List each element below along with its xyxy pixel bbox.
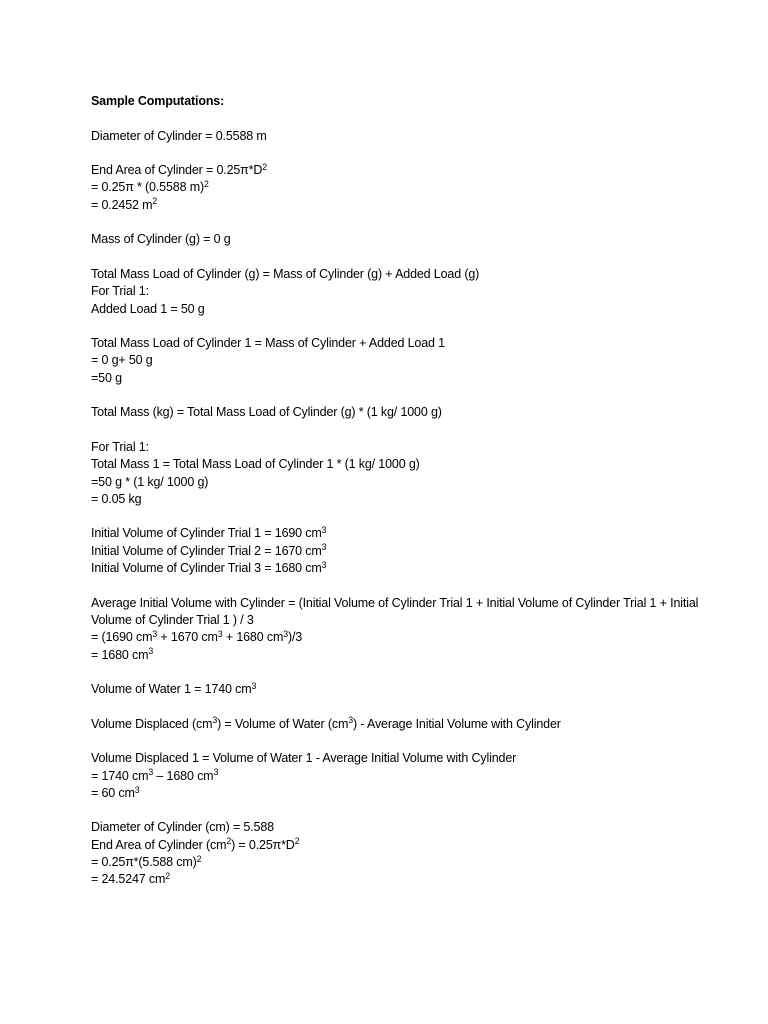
superscript: 3: [212, 715, 218, 726]
superscript: 2: [196, 853, 202, 864]
superscript: 2: [294, 836, 300, 847]
superscript: 2: [226, 836, 232, 847]
computation-line: Diameter of Cylinder (cm) = 5.588: [91, 820, 274, 835]
document-body: [91, 93, 701, 889]
computation-paragraph: [91, 404, 701, 421]
computation-line: = 0.25π*(5.588 cm)$^2$: [91, 853, 202, 870]
computation-line: = 0.2452 $m^2$: [91, 196, 158, 212]
superscript: 3: [321, 525, 327, 536]
computation-paragraph: [91, 819, 701, 888]
computation-line: Diameter of Cylinder = 0.5588 m: [91, 128, 267, 143]
computation-line: Initial Volume of Cylinder Trial 1 = 1690 $cm^3$: [91, 525, 327, 541]
computation-line: = 0 g+ 50 g: [91, 353, 153, 368]
computation-line: = 1680 $cm^3$: [91, 646, 154, 662]
computation-line: Added Load 1 = 50 g: [91, 301, 205, 316]
computation-line: = 0.25π * (0.5588 m)$^2$: [91, 179, 209, 195]
superscript: 3: [348, 715, 353, 726]
superscript: 3: [134, 784, 140, 795]
superscript: 3: [213, 767, 219, 778]
computation-line: End Area of Cylinder $(cm^2) = 0.25\pi*D^2$: [91, 836, 300, 852]
computation-line: Initial Volume of Cylinder Trial 2 = 1670 $cm^3$: [91, 542, 327, 558]
computation-line: Initial Volume of Cylinder Trial 3 = 1680 $cm^3$: [91, 559, 327, 576]
computation-line: Mass of Cylinder (g) = 0 g: [91, 232, 231, 247]
superscript: 2: [165, 870, 171, 881]
superscript: 3: [251, 680, 257, 691]
computation-line: Total Mass Load of Cylinder (g) = Mass of Cylinder (g) + Added Load (g): [91, 266, 480, 281]
computations-heading-block: [91, 93, 701, 110]
superscript: 3: [152, 628, 158, 639]
computation-paragraph: [91, 595, 701, 664]
computation-paragraph: [91, 162, 701, 214]
computation-line: Volume of Water 1 = 1740 $cm^3$: [91, 680, 257, 697]
computation-line: For Trial 1:: [91, 284, 149, 299]
computation-line: Total Mass (kg) = Total Mass Load of Cylinder (g) * (1 kg/ 1000 g): [91, 405, 442, 420]
computation-line: Total Mass Load of Cylinder 1 = Mass of Cylinder + Added Load 1: [91, 336, 445, 351]
superscript: 2: [203, 179, 209, 190]
computation-paragraph: [91, 439, 701, 508]
computation-paragraph: [91, 525, 701, 577]
superscript: 3: [283, 628, 288, 639]
computation-line: = 60 $cm^3$: [91, 784, 140, 800]
computation-paragraph: [91, 681, 701, 698]
superscript: 2: [152, 196, 158, 207]
superscript: 3: [321, 559, 327, 570]
computation-paragraph: [91, 128, 701, 145]
computation-paragraph: [91, 750, 701, 802]
computation-line: =50 g: [91, 370, 122, 385]
computation-paragraph: [91, 716, 701, 733]
superscript: 3: [148, 646, 154, 657]
computation-line: = 0.05 kg: [91, 491, 142, 506]
computation-line: For Trial 1:: [91, 439, 149, 454]
computation-line: = 1740 $cm^3 - 1680$ $cm^3$: [91, 767, 219, 783]
computation-line: = (1690 $cm^3 + 1670$ $cm^3 + 1680$ $cm^3)/3$: [91, 628, 303, 645]
computation-line: Total Mass 1 = Total Mass Load of Cylinder 1 * (1 kg/ 1000 g): [91, 457, 420, 472]
computation-line: = 24.5247 $cm^2$: [91, 870, 171, 887]
superscript: 2: [262, 161, 267, 172]
computation-paragraph: [91, 335, 701, 387]
computation-line: Volume Displaced 1 = Volume of Water 1 - Average Initial Volume with Cylinder: [91, 751, 517, 766]
computation-paragraphs: [91, 128, 701, 889]
computation-line: Volume Displaced $(cm^3)$ = Volume of Water $(cm^3)$ - Average Initial Volume with Cylinder: [91, 715, 561, 731]
superscript: 3: [321, 542, 327, 553]
computation-line: Average Initial Volume with Cylinder = (Initial Volume of Cylinder Trial 1 + Initial Volume of Cylinder Trial 1 + Initial Volume of Cylinder Trial 1 ) / 3: [91, 595, 699, 627]
computations-heading: Sample Computations:: [91, 94, 225, 108]
computation-paragraph: [91, 231, 701, 248]
computation-line: =50 g * (1 kg/ 1000 g): [91, 474, 209, 489]
superscript: 3: [217, 628, 223, 639]
computation-line: End Area of Cylinder = $0.25\pi*D^2$: [91, 161, 267, 178]
computation-paragraph: [91, 266, 701, 318]
superscript: 3: [148, 767, 154, 778]
